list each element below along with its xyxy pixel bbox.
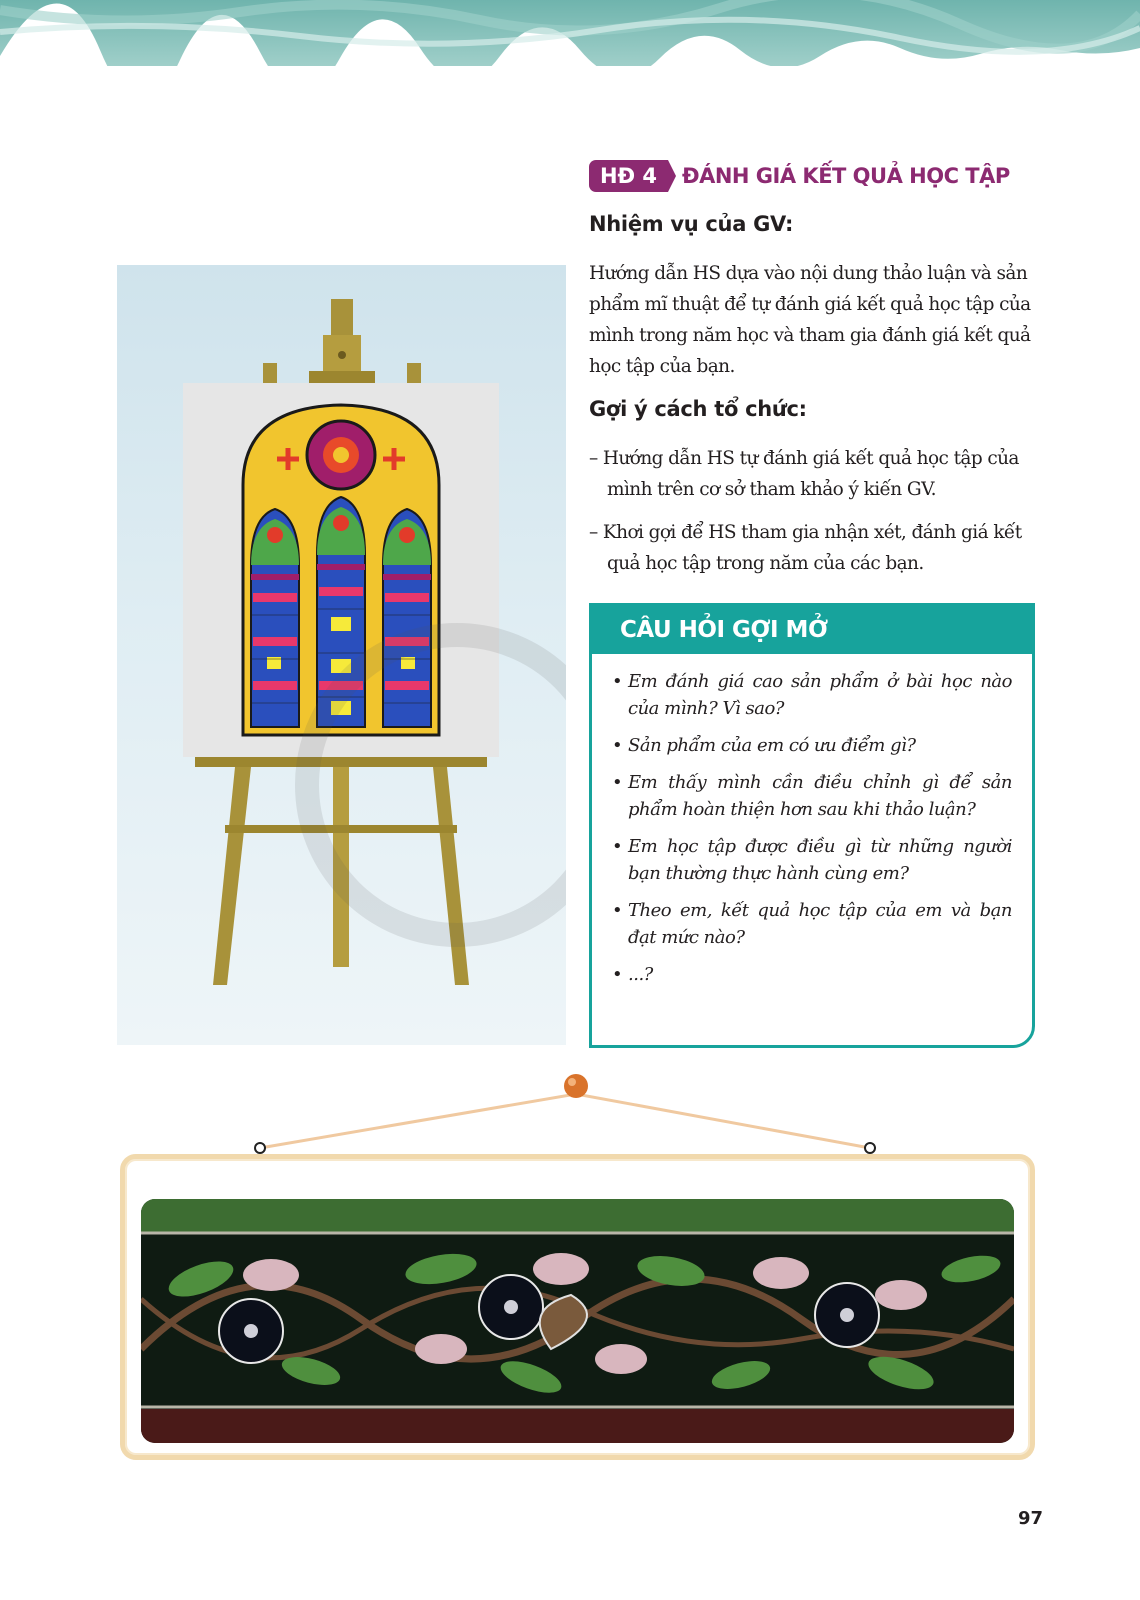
activity-title: ĐÁNH GIÁ KẾT QUẢ HỌC TẬP xyxy=(682,164,1010,188)
framed-artwork xyxy=(120,1154,1035,1460)
floral-border-painting xyxy=(141,1199,1014,1443)
organization-heading: Gợi ý cách tổ chức: xyxy=(589,397,807,421)
guiding-questions-title: CÂU HỎI GỢI MỞ xyxy=(620,617,828,643)
question-item: • Sản phẩm của em có ưu điểm gì? xyxy=(612,732,1012,759)
easel-painting-image xyxy=(117,265,566,1045)
activity-badge: HĐ 4 xyxy=(589,160,668,192)
page-number: 97 xyxy=(1018,1508,1044,1529)
organization-item: – Hướng dẫn HS tự đánh giá kết quả học tập của mình trên cơ sở tham khảo ý kiến GV. xyxy=(589,448,1019,500)
organization-item: – Khơi gợi để HS tham gia nhận xét, đánh giá kết quả học tập trong năm của các bạn. xyxy=(589,522,1022,574)
frame-hanger xyxy=(250,1064,900,1154)
question-item: • Em đánh giá cao sản phẩm ở bài học nào của mình? Vì sao? xyxy=(612,668,1012,722)
activity-badge-arrow xyxy=(668,160,676,192)
teacher-task-text: Hướng dẫn HS dựa vào nội dung thảo luận và sản phẩm mĩ thuật để tự đánh giá kết quả học tập của mình trong năm học và tham gia đánh giá kết quả học tập của bạn. xyxy=(589,263,1031,377)
guiding-questions-list xyxy=(612,668,1012,998)
question-item: • ...? xyxy=(612,961,1012,988)
question-item: • Em thấy mình cần điều chỉnh gì để sản phẩm hoàn thiện hơn sau khi thảo luận? xyxy=(612,769,1012,823)
top-decorative-band xyxy=(0,0,1140,66)
question-item: • Theo em, kết quả học tập của em và bạn đạt mức nào? xyxy=(612,897,1012,951)
guiding-questions-header xyxy=(592,606,1032,654)
question-item: • Em học tập được điều gì từ những người bạn thường thực hành cùng em? xyxy=(612,833,1012,887)
teacher-task-heading: Nhiệm vụ của GV: xyxy=(589,212,794,236)
easel-illustration xyxy=(117,265,566,1045)
guiding-questions-box xyxy=(589,603,1035,1048)
